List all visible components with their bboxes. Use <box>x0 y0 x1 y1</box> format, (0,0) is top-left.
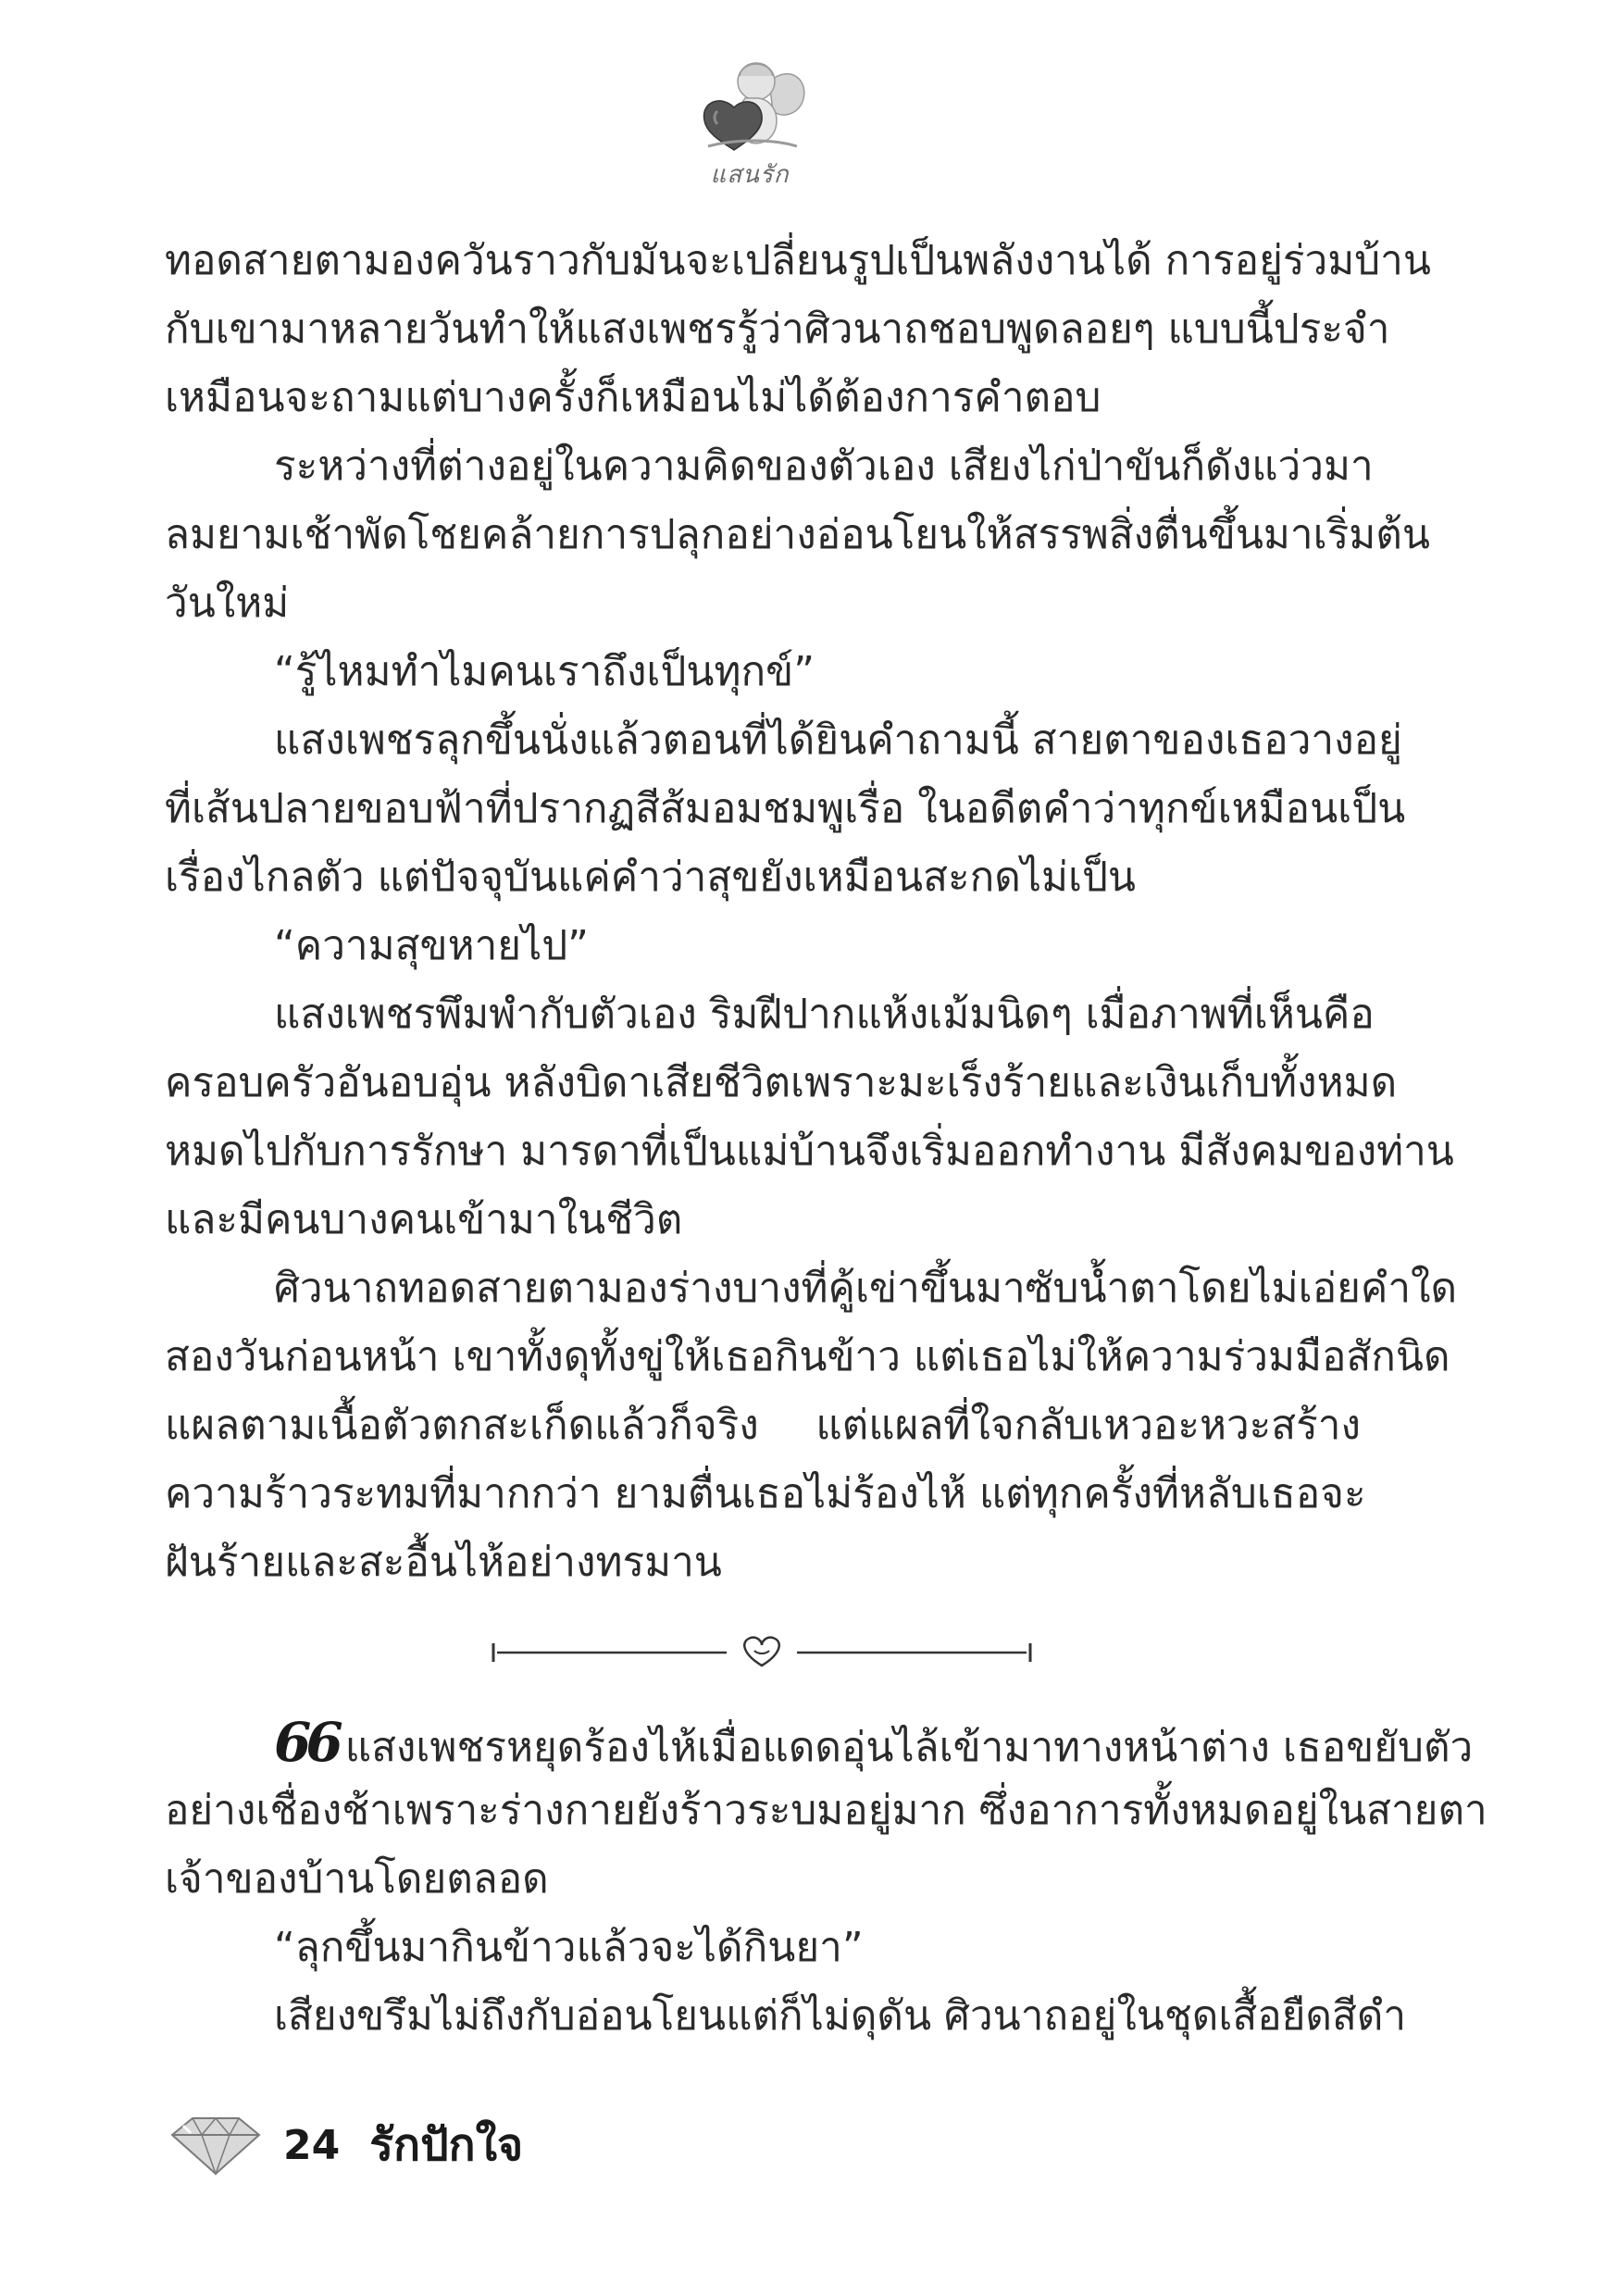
text-line: แสงเพชรพึมพำกับตัวเอง ริมฝีปากแห้งเม้มนิดๆ เมื่อภาพที่เห็นคือ <box>274 991 1375 1038</box>
text-line: กับเขามาหลายวันทำให้แสงเพชรรู้ว่าศิวนาถชอบพูดลอยๆ แบบนี้ประจำ <box>165 306 1390 353</box>
text-line: ที่เส้นปลายขอบฟ้าที่ปรากฏสีส้มอมชมพูเรื่อ ในอดีตคำว่าทุกข์เหมือนเป็น <box>165 785 1406 832</box>
heart-ornament-icon <box>484 1623 1039 1678</box>
first-line-rest: สงเพชรหยุดร้องไห้เมื่อแดดอุ่นไล้เข้ามาทางหน้าต่าง เธอขยับตัว <box>371 1724 1474 1771</box>
dialogue-line: “ลุกขึ้นมากินข้าวแล้วจะได้กินยา” <box>274 1924 864 1971</box>
dropcap-letter: แ <box>344 1724 372 1771</box>
section-first-line <box>165 1708 1474 1777</box>
diamond-icon <box>165 2113 267 2177</box>
text-line: อย่างเชื่องช้าเพราะร่างกายยังร้าวระบมอยู่มาก ซึ่งอาการทั้งหมดอยู่ในสายตา <box>165 1787 1487 1834</box>
text-line: เรื่องไกลตัว แต่ปัจจุบันแค่คำว่าสุขยังเหมือนสะกดไม่เป็น <box>165 854 1136 901</box>
dialogue-line: “รู้ไหมทำไมคนเราถึงเป็นทุกข์” <box>274 648 815 695</box>
text-line: ศิวนาถทอดสายตามองร่างบางที่คู้เข่าขึ้นมาซับน้ำตาโดยไม่เอ่ยคำใด <box>274 1265 1458 1312</box>
text-line: ลมยามเช้าพัดโชยคล้ายการปลุกอย่างอ่อนโยนให้สรรพสิ่งตื่นขึ้นมาเริ่มต้น <box>165 511 1430 558</box>
page-footer <box>165 2103 523 2187</box>
text-line: หมดไปกับการรักษา มารดาที่เป็นแม่บ้านจึงเริ่มออกทำงาน มีสังคมของท่าน <box>165 1128 1454 1175</box>
text-line: วันใหม่ <box>165 580 290 627</box>
text-line: ครอบครัวอันอบอุ่น หลังบิดาเสียชีวิตเพราะมะเร็งร้ายและเงินเก็บทั้งหมด <box>165 1059 1398 1106</box>
text-line: เสียงขรึมไม่ถึงกับอ่อนโยนแต่ก็ไม่ดุดัน ศิวนาถอยู่ในชุดเสื้อยืดสีดำ <box>274 1992 1407 2040</box>
page-body <box>165 227 1487 2051</box>
book-title: รักปักใจ <box>369 2119 524 2171</box>
text-line: แผลตามเนื้อตัวตกสะเก็ดแล้วก็จริง แต่แผลที่ใจกลับเหวอะหวะสร้าง <box>165 1402 1361 1449</box>
page-number: 24 <box>283 2121 341 2169</box>
text-line: สองวันก่อนหน้า เขาทั้งดุทั้งขู่ให้เธอกินข้าว แต่เธอไม่ให้ความร่วมมือสักนิด <box>165 1333 1450 1380</box>
publisher-logo <box>680 54 819 189</box>
drop-quote-mark: 66 <box>274 1711 338 1774</box>
text-line: ความร้าวระทมที่มากกว่า ยามตื่นเธอไม่ร้องไห้ แต่ทุกครั้งที่หลับเธอจะ <box>165 1470 1366 1517</box>
logo-text: แสนรัก <box>710 161 790 189</box>
section-divider <box>165 1597 1361 1708</box>
text-line: ทอดสายตามองควันราวกับมันจะเปลี่ยนรูปเป็นพลังงานได้ การอยู่ร่วมบ้าน <box>165 237 1431 284</box>
text-line: เหมือนจะถามแต่บางครั้งก็เหมือนไม่ได้ต้องการคำตอบ <box>165 374 1101 421</box>
text-line: และมีคนบางคนเข้ามาในชีวิต <box>165 1196 683 1243</box>
text-line: ฝันร้ายและสะอื้นไห้อย่างทรมาน <box>165 1539 722 1586</box>
text-line: เจ้าของบ้านโดยตลอด <box>165 1855 549 1903</box>
dialogue-line: “ความสุขหายไป” <box>274 922 589 969</box>
text-line: ระหว่างที่ต่างอยู่ในความคิดของตัวเอง เสียงไก่ป่าขันก็ดังแว่วมา <box>274 443 1374 490</box>
text-line: แสงเพชรลุกขึ้นนั่งแล้วตอนที่ได้ยินคำถามนี้ สายตาของเธอวางอยู่ <box>274 717 1402 764</box>
